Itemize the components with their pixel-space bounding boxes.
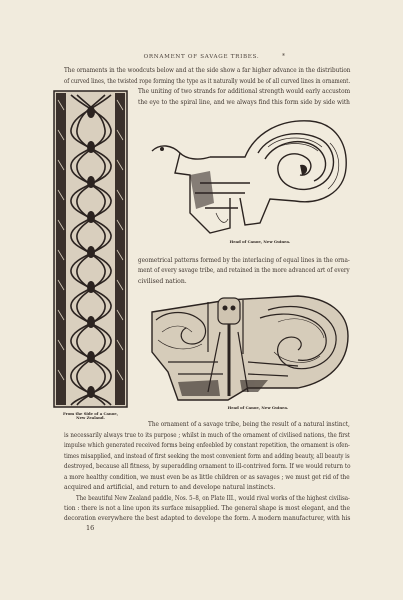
body-line: acquired and artificial, and return to and develope natural instincts.: [64, 484, 276, 491]
body-line: tion : there is not a line upon its surface misapplied. The general shape is most elegant, and the: [64, 505, 350, 512]
body-line: a more healthy condition, we must even be as little children or as savages ; we must get rid of the: [64, 474, 350, 481]
caption-canoe-head-bottom: Head of Canoe, New Guinea.: [227, 405, 289, 410]
caption-canoe-head-top: Head of Canoe, New Guinea.: [229, 239, 291, 244]
canoe-side-engraving: [53, 90, 128, 408]
body-line: The ornament of a savage tribe, being the result of a natural instinct,: [148, 421, 350, 428]
body-line: is necessarily always true to its purpose ; whilst in much of the ornament of civilised nations, the first: [64, 432, 350, 439]
mid-line: geometrical patterns formed by the interlacing of equal lines in the orna-: [138, 257, 350, 264]
running-header: [0, 54, 403, 60]
right-line: of curved lines, the twisted rope forming the type as it naturally would be of all curved lines in ornament.: [64, 78, 351, 85]
body-line: times misapplied, and instead of first seeking the most convenient form and adding beauty, all beauty is: [64, 453, 350, 460]
header-title: ORNAMENT OF SAVAGE TRIBES.: [143, 54, 260, 60]
intro-line: The ornaments in the woodcuts below and at the side show a far higher advance in the distribution: [64, 67, 351, 74]
header-mark: *: [282, 53, 286, 60]
canoe-head-engraving-top: [150, 113, 350, 238]
right-line: The uniting of two strands for additional strength would early accustom: [138, 88, 351, 95]
body-line: destroyed, because all fitness, by superadding ornament to ill-contrived form. If we would return to: [64, 463, 351, 470]
body-line: impulse which generated received forms being enfeebled by constant repetition, the ornament is ofen-: [64, 442, 350, 449]
caption-canoe-side: From the Side of a Canoe, New Zealand.: [62, 411, 119, 421]
right-line: the eye to the spiral line, and we always find this form side by side with: [138, 99, 350, 106]
mid-line: ment of every savage tribe, and retained in the more advanced art of every: [138, 267, 350, 274]
body-line: decoration everywhere the best adapted to develope the form. A modern manufacturer, with his: [64, 515, 351, 522]
canoe-head-engraving-bottom: [148, 292, 351, 402]
page-number: 16: [86, 524, 95, 532]
mid-line: civilised nation.: [138, 278, 187, 285]
body-line: The beautiful New Zealand paddle, Nos. 5–8, on Plate III., would rival works of the highest civilisa-: [76, 495, 350, 502]
